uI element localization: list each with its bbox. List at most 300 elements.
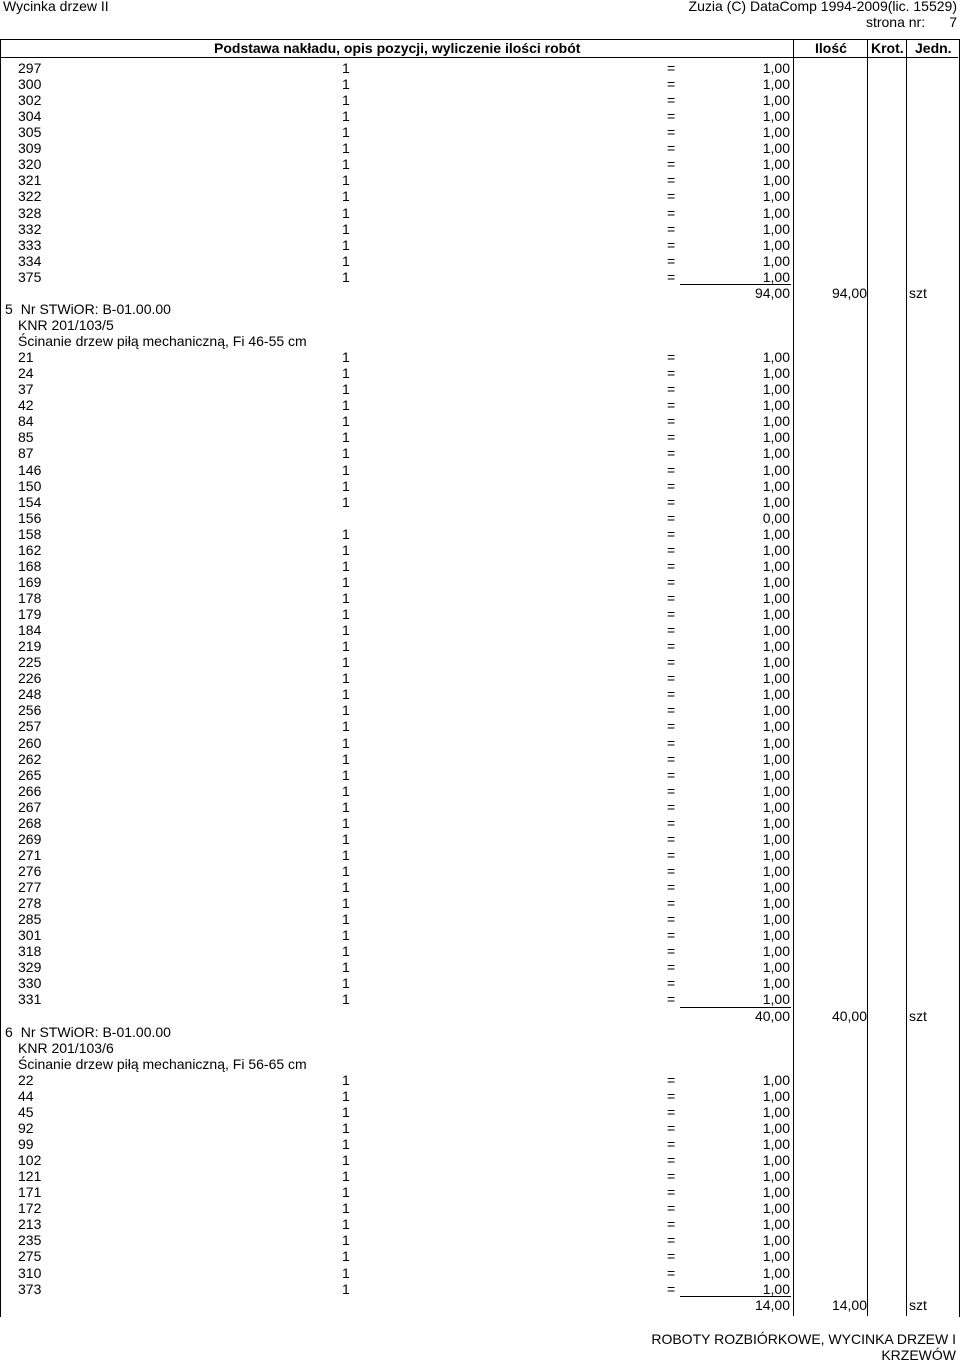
multiplier: 1 xyxy=(342,846,350,863)
equals-sign: = xyxy=(667,830,676,847)
equals-sign: = xyxy=(667,1248,676,1265)
unit-label: szt xyxy=(909,1007,927,1024)
multiplier: 1 xyxy=(342,1087,350,1104)
multiplier: 1 xyxy=(342,943,350,960)
line-value: 1,00 xyxy=(762,1152,790,1169)
multiplier: 1 xyxy=(342,445,350,462)
tree-number: 84 xyxy=(18,413,34,430)
line-value: 1,00 xyxy=(762,991,790,1008)
tree-number: 156 xyxy=(18,509,42,526)
multiplier: 1 xyxy=(342,413,350,430)
table-row xyxy=(0,783,960,799)
line-value: 1,00 xyxy=(762,413,790,430)
multiplier: 1 xyxy=(342,622,350,639)
multiplier: 1 xyxy=(342,1071,350,1088)
tree-number: 168 xyxy=(18,557,42,574)
multiplier: 1 xyxy=(342,589,350,606)
equals-sign: = xyxy=(667,1168,676,1185)
equals-sign: = xyxy=(667,413,676,430)
multiplier: 1 xyxy=(342,927,350,944)
table-row xyxy=(0,799,960,815)
multiplier: 1 xyxy=(342,638,350,655)
equals-sign: = xyxy=(667,140,676,157)
position-description: Ścinanie drzew piłą mechaniczną, Fi 56-65 cm xyxy=(18,1055,307,1072)
table-row xyxy=(0,221,960,237)
knr-reference: KNR 201/103/5 xyxy=(18,316,114,333)
knr-reference: KNR 201/103/6 xyxy=(18,1039,114,1056)
multiplier: 1 xyxy=(342,670,350,687)
tree-number: 285 xyxy=(18,911,42,928)
line-value: 1,00 xyxy=(762,975,790,992)
line-value: 1,00 xyxy=(762,461,790,478)
tree-number: 300 xyxy=(18,76,42,93)
multiplier: 1 xyxy=(342,750,350,767)
line-value: 1,00 xyxy=(762,1248,790,1265)
equals-sign: = xyxy=(667,1071,676,1088)
equals-sign: = xyxy=(667,798,676,815)
line-value: 1,00 xyxy=(762,92,790,109)
page-label: strona nr: xyxy=(865,14,926,30)
tree-number: 162 xyxy=(18,541,42,558)
table-row xyxy=(0,767,960,783)
multiplier: 1 xyxy=(342,798,350,815)
line-value: 1,00 xyxy=(762,493,790,510)
line-value: 1,00 xyxy=(762,381,790,398)
multiplier: 1 xyxy=(342,830,350,847)
multiplier: 1 xyxy=(342,156,350,173)
table-row xyxy=(0,1152,960,1168)
multiplier: 1 xyxy=(342,895,350,912)
table-row xyxy=(0,365,960,381)
line-value: 1,00 xyxy=(762,1200,790,1217)
multiplier: 1 xyxy=(342,1232,350,1249)
tree-number: 226 xyxy=(18,670,42,687)
equals-sign: = xyxy=(667,124,676,141)
line-value: 1,00 xyxy=(762,429,790,446)
tree-number: 332 xyxy=(18,220,42,237)
line-value: 1,00 xyxy=(762,1216,790,1233)
position-header xyxy=(5,301,171,317)
subtotal-row xyxy=(0,285,960,301)
table-row xyxy=(0,1104,960,1120)
equals-sign: = xyxy=(667,76,676,93)
line-value: 1,00 xyxy=(762,846,790,863)
tree-number: 22 xyxy=(18,1071,34,1088)
multiplier: 1 xyxy=(342,686,350,703)
page-number: 7 xyxy=(949,14,957,30)
equals-sign: = xyxy=(667,814,676,831)
multiplier: 1 xyxy=(342,204,350,221)
table-row xyxy=(0,156,960,172)
line-value: 1,00 xyxy=(762,124,790,141)
table-row xyxy=(0,1168,960,1184)
tree-number: 321 xyxy=(18,172,42,189)
table-row xyxy=(0,654,960,670)
multiplier: 1 xyxy=(342,1136,350,1153)
line-value: 1,00 xyxy=(762,140,790,157)
table-row xyxy=(0,1216,960,1232)
line-value: 1,00 xyxy=(762,477,790,494)
subtotal-value: 40,00 xyxy=(754,1007,790,1024)
table-row xyxy=(0,269,960,285)
quantity-total: 94,00 xyxy=(831,284,867,301)
equals-sign: = xyxy=(667,60,676,76)
table-row xyxy=(0,959,960,975)
tree-number: 178 xyxy=(18,589,42,606)
quantity-total: 40,00 xyxy=(831,1007,867,1024)
multiplier: 1 xyxy=(342,702,350,719)
equals-sign: = xyxy=(667,1216,676,1233)
tree-number: 235 xyxy=(18,1232,42,1249)
tree-number: 87 xyxy=(18,445,34,462)
line-value: 1,00 xyxy=(762,702,790,719)
equals-sign: = xyxy=(667,477,676,494)
tree-number: 99 xyxy=(18,1136,34,1153)
multiplier: 1 xyxy=(342,1103,350,1120)
multiplier: 1 xyxy=(342,766,350,783)
equals-sign: = xyxy=(667,1184,676,1201)
equals-sign: = xyxy=(667,188,676,205)
equals-sign: = xyxy=(667,702,676,719)
multiplier: 1 xyxy=(342,654,350,671)
table-row xyxy=(0,1136,960,1152)
table-row xyxy=(0,413,960,429)
multiplier: 1 xyxy=(342,718,350,735)
equals-sign: = xyxy=(667,734,676,751)
page-number-row xyxy=(689,14,957,30)
tree-number: 266 xyxy=(18,782,42,799)
tree-number: 257 xyxy=(18,718,42,735)
table-row xyxy=(0,1248,960,1264)
line-value: 1,00 xyxy=(762,863,790,879)
table-row xyxy=(0,847,960,863)
line-value: 1,00 xyxy=(762,541,790,558)
position-number: 6 xyxy=(5,1023,13,1040)
tree-number: 219 xyxy=(18,638,42,655)
equals-sign: = xyxy=(667,782,676,799)
table-row xyxy=(0,1232,960,1248)
table-row xyxy=(0,349,960,365)
table-row xyxy=(0,188,960,204)
line-value: 1,00 xyxy=(762,573,790,590)
table-row xyxy=(0,140,960,156)
footer-line-1: ROBOTY ROZBIÓRKOWE, WYCINKA DRZEW I xyxy=(651,1331,956,1347)
multiplier: 1 xyxy=(342,1119,350,1136)
equals-sign: = xyxy=(667,927,676,944)
line-value: 1,00 xyxy=(762,670,790,687)
line-value: 1,00 xyxy=(762,782,790,799)
tree-number: 301 xyxy=(18,927,42,944)
tree-number: 328 xyxy=(18,204,42,221)
line-value: 1,00 xyxy=(762,606,790,623)
tree-number: 121 xyxy=(18,1168,42,1185)
equals-sign: = xyxy=(667,1264,676,1281)
table-row xyxy=(0,670,960,686)
equals-sign: = xyxy=(667,991,676,1008)
tree-number: 334 xyxy=(18,252,42,269)
equals-sign: = xyxy=(667,204,676,221)
equals-sign: = xyxy=(667,156,676,173)
multiplier: 1 xyxy=(342,220,350,237)
line-value: 1,00 xyxy=(762,943,790,960)
unit-label: szt xyxy=(909,284,927,301)
tree-number: 37 xyxy=(18,381,34,398)
line-value: 1,00 xyxy=(762,589,790,606)
table-row xyxy=(0,92,960,108)
multiplier: 1 xyxy=(342,349,350,366)
document-title: Wycinka drzew II xyxy=(3,0,109,14)
tree-number: 278 xyxy=(18,895,42,912)
tree-number: 269 xyxy=(18,830,42,847)
line-value: 1,00 xyxy=(762,798,790,815)
tree-number: 268 xyxy=(18,814,42,831)
multiplier: 1 xyxy=(342,76,350,93)
table-row xyxy=(0,1200,960,1216)
tree-number: 21 xyxy=(18,349,34,366)
line-value: 1,00 xyxy=(762,750,790,767)
line-value: 1,00 xyxy=(762,525,790,542)
line-value: 1,00 xyxy=(762,349,790,366)
tree-number: 267 xyxy=(18,798,42,815)
equals-sign: = xyxy=(667,975,676,992)
table-row xyxy=(0,462,960,478)
equals-sign: = xyxy=(667,718,676,735)
tree-number: 304 xyxy=(18,108,42,125)
multiplier: 1 xyxy=(342,814,350,831)
line-value: 1,00 xyxy=(762,654,790,671)
table-row xyxy=(0,76,960,92)
multiplier: 1 xyxy=(342,1280,350,1297)
equals-sign: = xyxy=(667,252,676,269)
multiplier: 1 xyxy=(342,1168,350,1185)
line-value: 1,00 xyxy=(762,830,790,847)
table-row xyxy=(0,108,960,124)
multiplier: 1 xyxy=(342,879,350,896)
table-row xyxy=(0,686,960,702)
tree-number: 310 xyxy=(18,1264,42,1281)
tree-number: 302 xyxy=(18,92,42,109)
multiplier: 1 xyxy=(342,911,350,928)
equals-sign: = xyxy=(667,1119,676,1136)
tree-number: 169 xyxy=(18,573,42,590)
multiplier: 1 xyxy=(342,606,350,623)
multiplier: 1 xyxy=(342,493,350,510)
equals-sign: = xyxy=(667,445,676,462)
equals-sign: = xyxy=(667,381,676,398)
tree-number: 331 xyxy=(18,991,42,1008)
line-value: 1,00 xyxy=(762,252,790,269)
tree-number: 85 xyxy=(18,429,34,446)
multiplier: 1 xyxy=(342,1216,350,1233)
table-row xyxy=(0,751,960,767)
tree-number: 248 xyxy=(18,686,42,703)
equals-sign: = xyxy=(667,557,676,574)
multiplier: 1 xyxy=(342,60,350,76)
multiplier: 1 xyxy=(342,557,350,574)
multiplier: 1 xyxy=(342,92,350,109)
page-footer xyxy=(651,1331,956,1363)
line-value: 0,00 xyxy=(762,509,790,526)
column-header-unit: Jedn. xyxy=(915,40,952,56)
equals-sign: = xyxy=(667,863,676,879)
tree-number: 213 xyxy=(18,1216,42,1233)
equals-sign: = xyxy=(667,172,676,189)
multiplier: 1 xyxy=(342,252,350,269)
position-code: Nr STWiOR: B-01.00.00 xyxy=(20,1023,171,1040)
header-rule xyxy=(1,57,958,58)
tree-number: 305 xyxy=(18,124,42,141)
tree-number: 271 xyxy=(18,846,42,863)
tree-number: 92 xyxy=(18,1119,34,1136)
table-row xyxy=(0,911,960,927)
line-value: 1,00 xyxy=(762,622,790,639)
equals-sign: = xyxy=(667,220,676,237)
table-row xyxy=(0,494,960,510)
equals-sign: = xyxy=(667,766,676,783)
line-value: 1,00 xyxy=(762,959,790,976)
equals-sign: = xyxy=(667,1280,676,1297)
software-info xyxy=(689,0,957,30)
tree-number: 150 xyxy=(18,477,42,494)
multiplier: 1 xyxy=(342,782,350,799)
table-row xyxy=(0,60,960,76)
table-row xyxy=(0,253,960,269)
tree-number: 275 xyxy=(18,1248,42,1265)
multiplier: 1 xyxy=(342,397,350,414)
tree-number: 44 xyxy=(18,1087,34,1104)
tree-number: 172 xyxy=(18,1200,42,1217)
table-row xyxy=(0,622,960,638)
tree-number: 297 xyxy=(18,60,42,76)
tree-number: 158 xyxy=(18,525,42,542)
equals-sign: = xyxy=(667,879,676,896)
line-value: 1,00 xyxy=(762,172,790,189)
equals-sign: = xyxy=(667,92,676,109)
position-code: Nr STWiOR: B-01.00.00 xyxy=(20,300,171,317)
equals-sign: = xyxy=(667,686,676,703)
tree-number: 320 xyxy=(18,156,42,173)
line-value: 1,00 xyxy=(762,1103,790,1120)
multiplier: 1 xyxy=(342,381,350,398)
equals-sign: = xyxy=(667,959,676,976)
tree-number: 146 xyxy=(18,461,42,478)
multiplier: 1 xyxy=(342,734,350,751)
equals-sign: = xyxy=(667,268,676,285)
tree-number: 256 xyxy=(18,702,42,719)
multiplier: 1 xyxy=(342,525,350,542)
subtotal-row xyxy=(0,1008,960,1024)
multiplier: 1 xyxy=(342,573,350,590)
line-value: 1,00 xyxy=(762,1168,790,1185)
line-value: 1,00 xyxy=(762,1087,790,1104)
table-row xyxy=(0,1281,960,1297)
table-row xyxy=(0,1072,960,1088)
tree-number: 277 xyxy=(18,879,42,896)
multiplier: 1 xyxy=(342,268,350,285)
equals-sign: = xyxy=(667,1103,676,1120)
equals-sign: = xyxy=(667,397,676,414)
software-license: Zuzia (C) DataComp 1994-2009(lic. 15529) xyxy=(688,0,957,14)
tree-number: 171 xyxy=(18,1184,42,1201)
tree-number: 184 xyxy=(18,622,42,639)
table-row xyxy=(0,574,960,590)
tree-number: 333 xyxy=(18,236,42,253)
table-row xyxy=(0,1184,960,1200)
position-header xyxy=(5,1024,171,1040)
equals-sign: = xyxy=(667,911,676,928)
table-row xyxy=(0,702,960,718)
table-row xyxy=(0,526,960,542)
multiplier: 1 xyxy=(342,863,350,879)
table-row xyxy=(0,718,960,734)
line-value: 1,00 xyxy=(762,1136,790,1153)
tree-number: 373 xyxy=(18,1280,42,1297)
equals-sign: = xyxy=(667,895,676,912)
line-value: 1,00 xyxy=(762,188,790,205)
equals-sign: = xyxy=(667,525,676,542)
line-value: 1,00 xyxy=(762,236,790,253)
tree-number: 330 xyxy=(18,975,42,992)
line-value: 1,00 xyxy=(762,1119,790,1136)
line-value: 1,00 xyxy=(762,1071,790,1088)
position-number: 5 xyxy=(5,300,13,317)
line-value: 1,00 xyxy=(762,927,790,944)
tree-number: 179 xyxy=(18,606,42,623)
multiplier: 1 xyxy=(342,124,350,141)
table-row xyxy=(0,558,960,574)
subtotal-row xyxy=(0,1297,960,1313)
table-row xyxy=(0,895,960,911)
table-row xyxy=(0,1120,960,1136)
table-row xyxy=(0,927,960,943)
table-row xyxy=(0,590,960,606)
column-header-description: Podstawa nakładu, opis pozycji, wyliczenie ilości robót xyxy=(214,40,581,56)
tree-number: 42 xyxy=(18,397,34,414)
equals-sign: = xyxy=(667,493,676,510)
table-row xyxy=(0,510,960,526)
equals-sign: = xyxy=(667,365,676,382)
equals-sign: = xyxy=(667,108,676,125)
equals-sign: = xyxy=(667,670,676,687)
multiplier: 1 xyxy=(342,461,350,478)
line-value: 1,00 xyxy=(762,638,790,655)
table-row xyxy=(0,205,960,221)
table-row xyxy=(0,831,960,847)
multiplier: 1 xyxy=(342,365,350,382)
line-value: 1,00 xyxy=(762,911,790,928)
equals-sign: = xyxy=(667,654,676,671)
equals-sign: = xyxy=(667,1136,676,1153)
tree-number: 322 xyxy=(18,188,42,205)
multiplier: 1 xyxy=(342,477,350,494)
multiplier: 1 xyxy=(342,108,350,125)
quantity-total: 14,00 xyxy=(831,1296,867,1313)
equals-sign: = xyxy=(667,606,676,623)
table-row xyxy=(0,429,960,445)
tree-number: 329 xyxy=(18,959,42,976)
line-value: 1,00 xyxy=(762,108,790,125)
equals-sign: = xyxy=(667,349,676,366)
equals-sign: = xyxy=(667,1087,676,1104)
equals-sign: = xyxy=(667,573,676,590)
equals-sign: = xyxy=(667,429,676,446)
table-row xyxy=(0,381,960,397)
line-value: 1,00 xyxy=(762,879,790,896)
line-value: 1,00 xyxy=(762,1264,790,1281)
equals-sign: = xyxy=(667,750,676,767)
table-row xyxy=(0,124,960,140)
table-row xyxy=(0,863,960,879)
